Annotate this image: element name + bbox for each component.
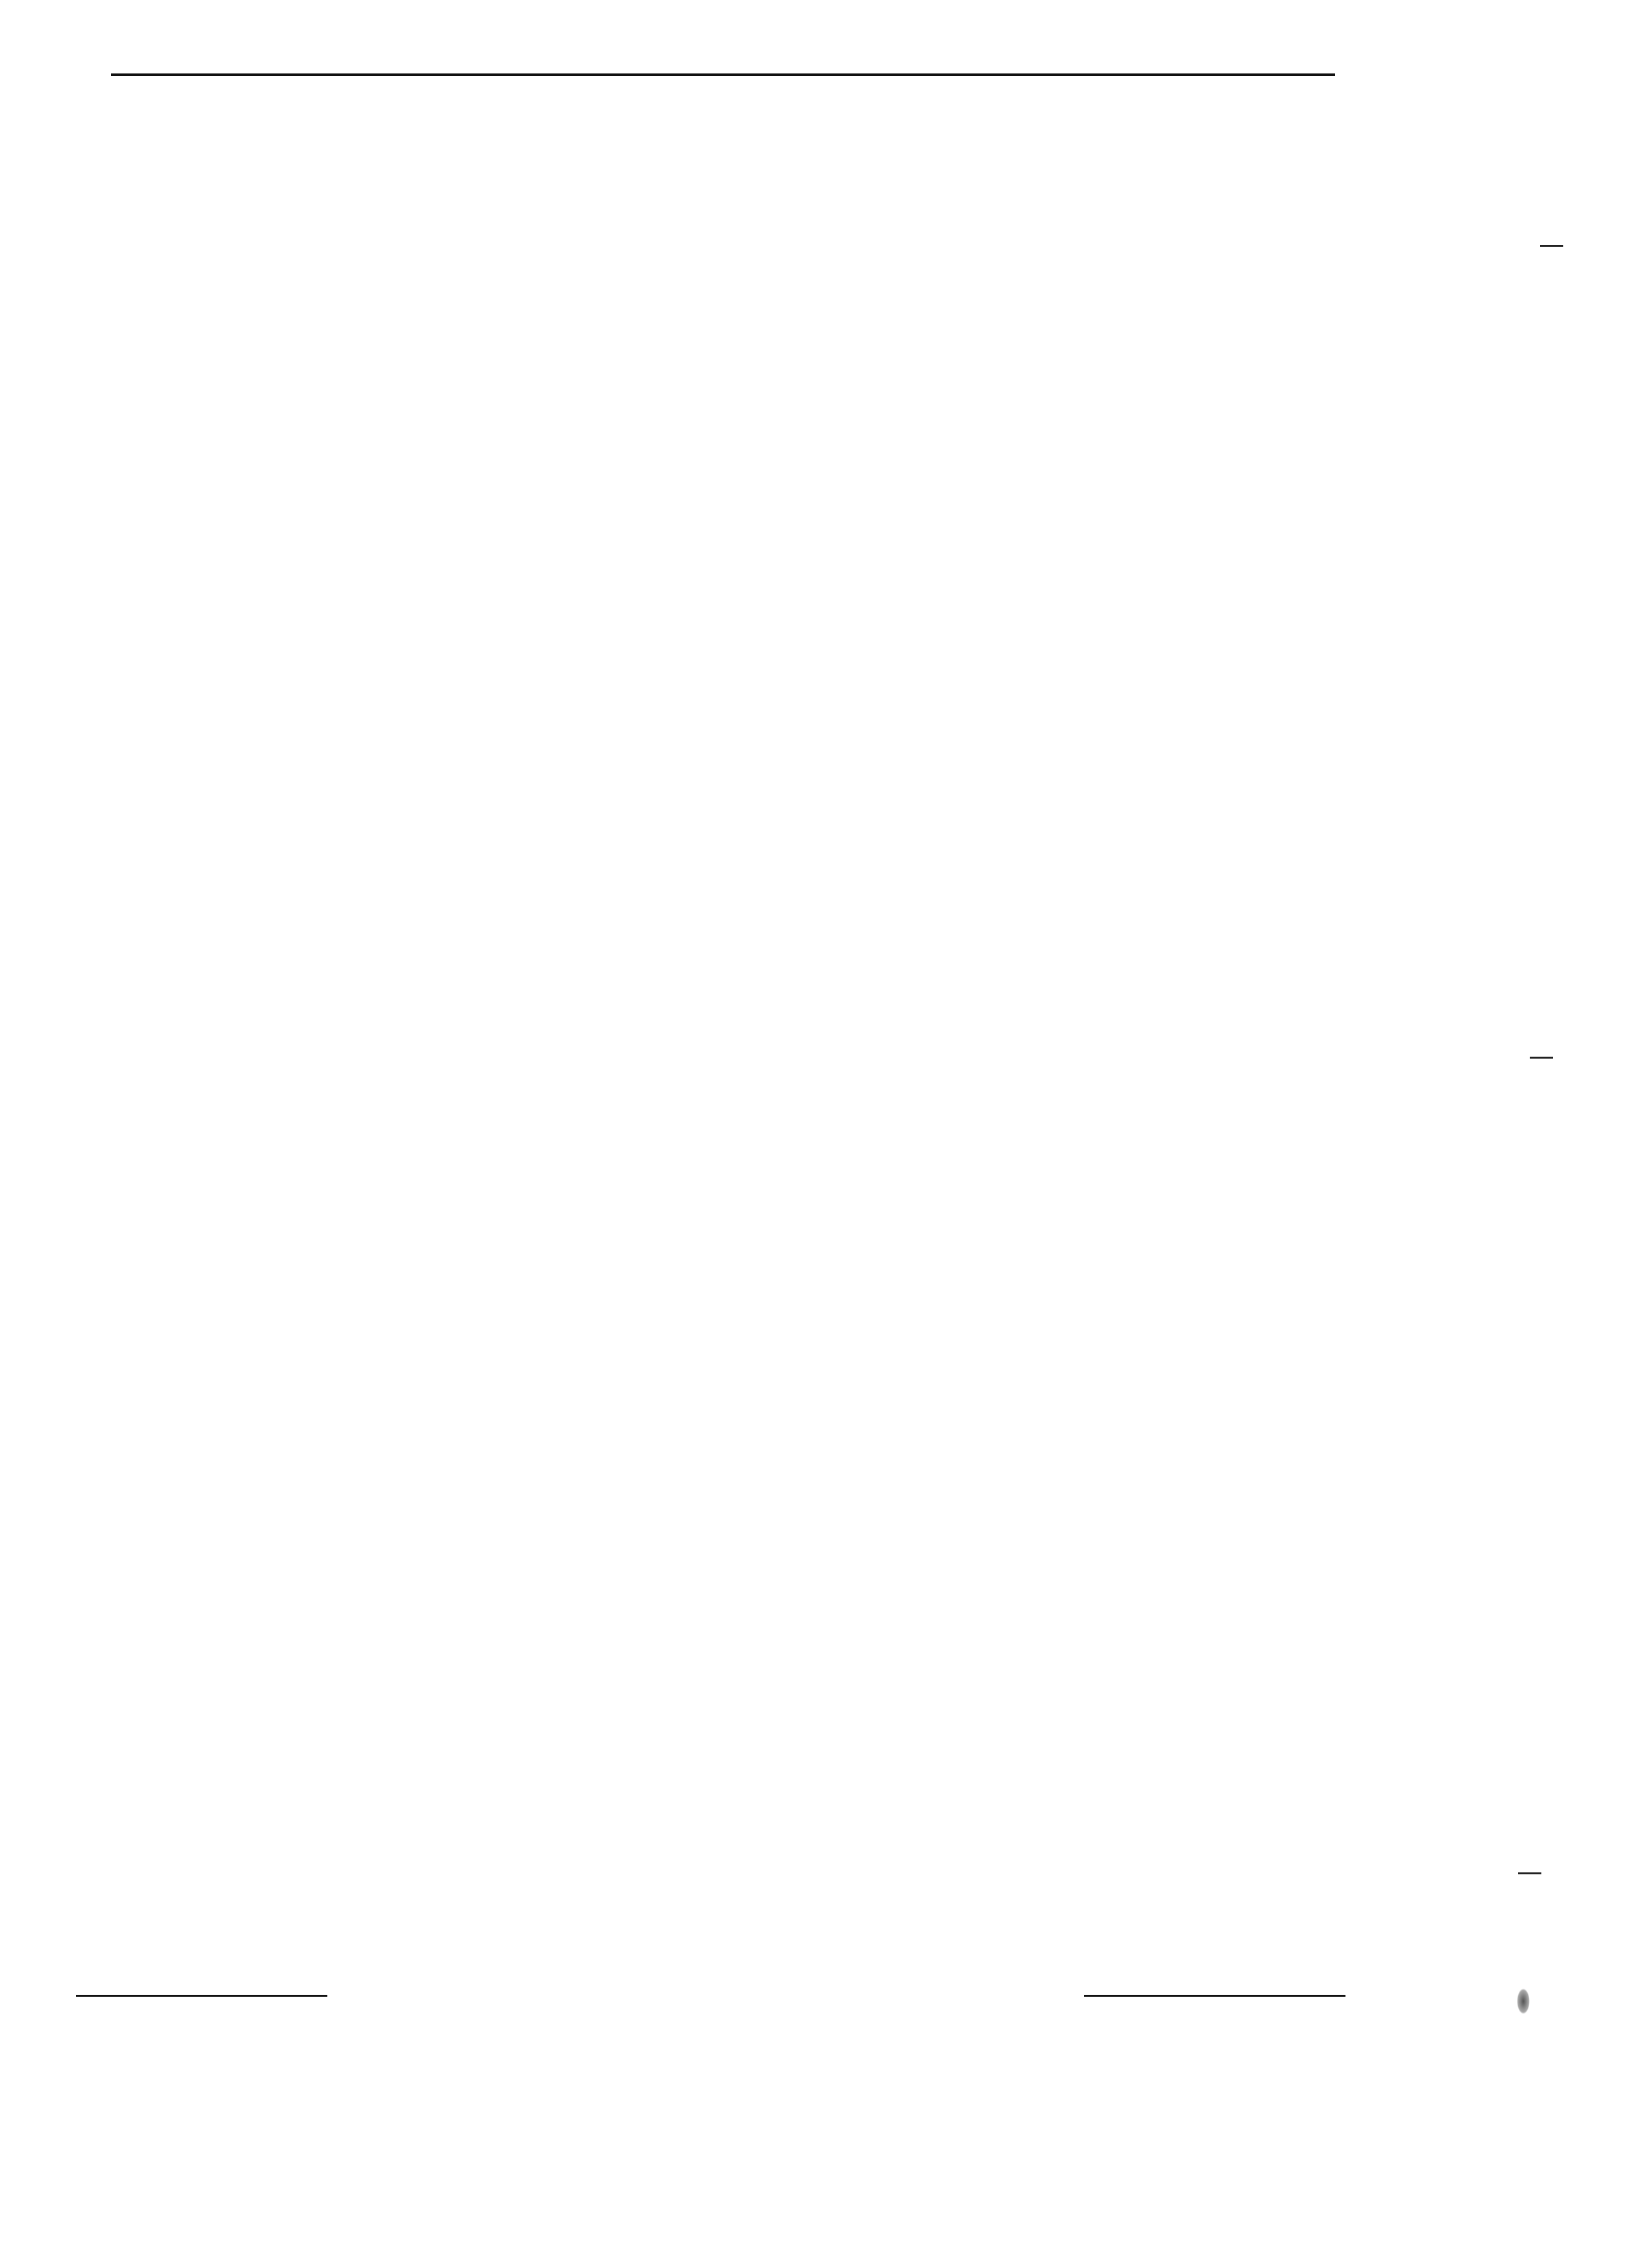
margin-mark — [1518, 1872, 1541, 1874]
footer-rule-left — [76, 1995, 327, 1997]
footer-rule-right — [1084, 1995, 1345, 1997]
margin-mark — [1530, 1057, 1553, 1059]
scan-smudge — [1517, 1988, 1530, 2014]
margin-mark — [1540, 245, 1563, 247]
